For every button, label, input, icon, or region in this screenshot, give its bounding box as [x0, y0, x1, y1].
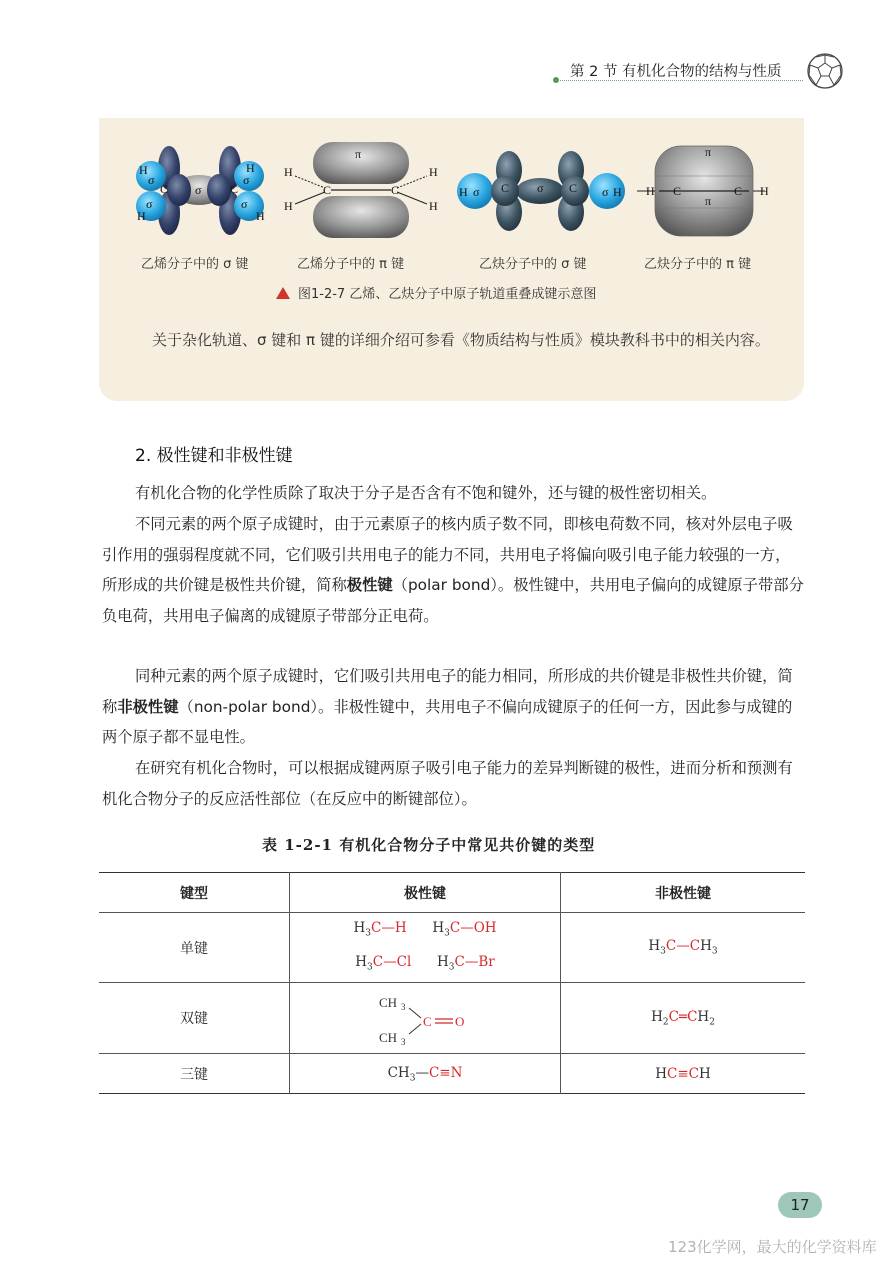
svg-text:σ: σ [473, 185, 480, 199]
svg-text:C: C [160, 182, 169, 196]
svg-text:H: H [284, 165, 293, 179]
header-bond-type: 键型 [180, 885, 208, 902]
caption-ethylene-sigma: 乙烯分子中的 σ 键 [141, 257, 249, 272]
orbital-figure [99, 118, 804, 258]
row-label-single: 单键 [180, 940, 208, 957]
acetone-structure [365, 988, 485, 1048]
svg-text:3: 3 [401, 1037, 406, 1048]
svg-text:C: C [734, 184, 743, 198]
paragraph-1: 有机化合物的化学性质除了取决于分子是否含有不饱和键外，还与键的极性密切相关。 [135, 484, 717, 502]
svg-text:C: C [673, 184, 682, 198]
acetylene-sigma-diagram [457, 151, 625, 231]
svg-text:C: C [569, 181, 578, 195]
row-label-triple: 三键 [180, 1066, 208, 1083]
header-rule [556, 80, 803, 81]
ethylene-sigma-diagram [136, 146, 265, 235]
svg-text:H: H [429, 165, 438, 179]
svg-text:C: C [423, 1014, 432, 1030]
polar-triple-cell: $CH_3—C\equiv N$ [290, 1054, 561, 1094]
caption-ethylene-pi: 乙烯分子中的 π 键 [297, 257, 405, 272]
term-nonpolar-bond: 非极性键 [117, 697, 179, 716]
svg-text:σ: σ [241, 197, 248, 211]
triangle-icon [276, 287, 290, 299]
svg-text:H: H [613, 185, 622, 199]
caption-acetylene-sigma: 乙炔分子中的 σ 键 [479, 257, 587, 272]
svg-text:C: C [391, 183, 400, 197]
header-nonpolar: 非极性键 [561, 873, 806, 913]
polar-double-cell [290, 983, 561, 1054]
svg-text:σ: σ [146, 197, 153, 211]
svg-text:H: H [256, 209, 265, 223]
svg-text:σ: σ [148, 173, 155, 187]
svg-text:H: H [646, 184, 655, 198]
fullerene-icon [806, 52, 844, 90]
svg-text:H: H [137, 209, 146, 223]
header-polar: 极性键 [290, 873, 561, 913]
svg-text:σ: σ [537, 181, 544, 195]
svg-text:π: π [705, 194, 712, 208]
section-heading: 2. 极性键和非极性键 [135, 446, 293, 466]
polar-single-cell: $H_3C—H$ $H_3C—OH$ $H_3C—Cl$ $H_3C—Br$ [290, 913, 561, 983]
svg-text:σ: σ [195, 183, 202, 197]
svg-text:CH: CH [379, 995, 398, 1011]
svg-text:H: H [429, 199, 438, 213]
figure-box [99, 118, 804, 401]
table-row-single [99, 913, 805, 983]
figure-note: 关于杂化轨道、σ 键和 π 键的详细介绍可参看《物质结构与性质》模块教科书中的相关内容。 [152, 331, 770, 349]
bond-type-table [99, 872, 805, 1094]
paragraph-4: 在研究有机化合物时，可以根据成键两原子吸引电子能力的差异判断键的极性，进而分析和预测有机化合物分子的反应活性部位（在反应中的断键部位）。 [102, 759, 793, 808]
ethylene-pi-diagram [284, 142, 438, 238]
watermark: 123化学网，最大的化学资料库 [668, 1238, 877, 1256]
svg-text:C: C [501, 181, 510, 195]
svg-text:σ: σ [602, 185, 609, 199]
svg-text:C: C [230, 182, 239, 196]
svg-text:C: C [323, 183, 332, 197]
svg-text:π: π [355, 147, 362, 161]
table-title: 表 1-2-1 有机化合物分子中常见共价键的类型 [262, 836, 596, 854]
running-header-title: 第 2 节 有机化合物的结构与性质 [570, 64, 782, 80]
svg-text:O: O [455, 1014, 465, 1030]
svg-text:CH: CH [379, 1030, 398, 1046]
table-row-double [99, 983, 805, 1054]
svg-text:σ: σ [243, 173, 250, 187]
table-row-triple [99, 1054, 805, 1094]
svg-text:π: π [705, 145, 712, 159]
paragraph-2: 不同元素的两个原子成键时，由于元素原子的核内质子数不同，即核电荷数不同，核对外层电子吸引作用的强弱程度就不同，它们吸引共用电子的能力不同，共用电子将偏向吸引电子能力较强的一方，所形成的共价键是极性共价键，简称极性键（polar bond）。极性键中，共用电子偏向的成键原子带部分负电荷，共用电子偏离的成键原子带部分正电荷。 [102, 515, 804, 625]
svg-text:H: H [139, 163, 148, 177]
nonpolar-triple-cell: HC≡CH [561, 1054, 806, 1094]
acetylene-pi-diagram [637, 145, 769, 236]
caption-acetylene-pi: 乙炔分子中的 π 键 [644, 257, 752, 272]
svg-text:3: 3 [401, 1002, 406, 1013]
svg-text:H: H [246, 161, 255, 175]
term-polar-bond: 极性键 [346, 576, 393, 594]
nonpolar-double-cell: $H_2C═CH_2$ [561, 983, 806, 1054]
svg-text:H: H [459, 185, 468, 199]
paragraph-3: 同种元素的两个原子成键时，它们吸引共用电子的能力相同，所形成的共价键是非极性共价键，简称非极性键（non-polar bond）。非极性键中，共用电子不偏向成键原子的任何一方，因此参与成键的两个原子都不显电性。 [102, 667, 793, 746]
svg-text:H: H [284, 199, 293, 213]
page-number: 17 [778, 1192, 822, 1218]
figure-caption: 图1-2-7 乙烯、乙炔分子中原子轨道重叠成键示意图 [276, 283, 596, 302]
row-label-double: 双键 [180, 1011, 208, 1028]
svg-text:H: H [760, 184, 769, 198]
nonpolar-single-cell: $H_3C—CH_3$ [561, 913, 806, 983]
